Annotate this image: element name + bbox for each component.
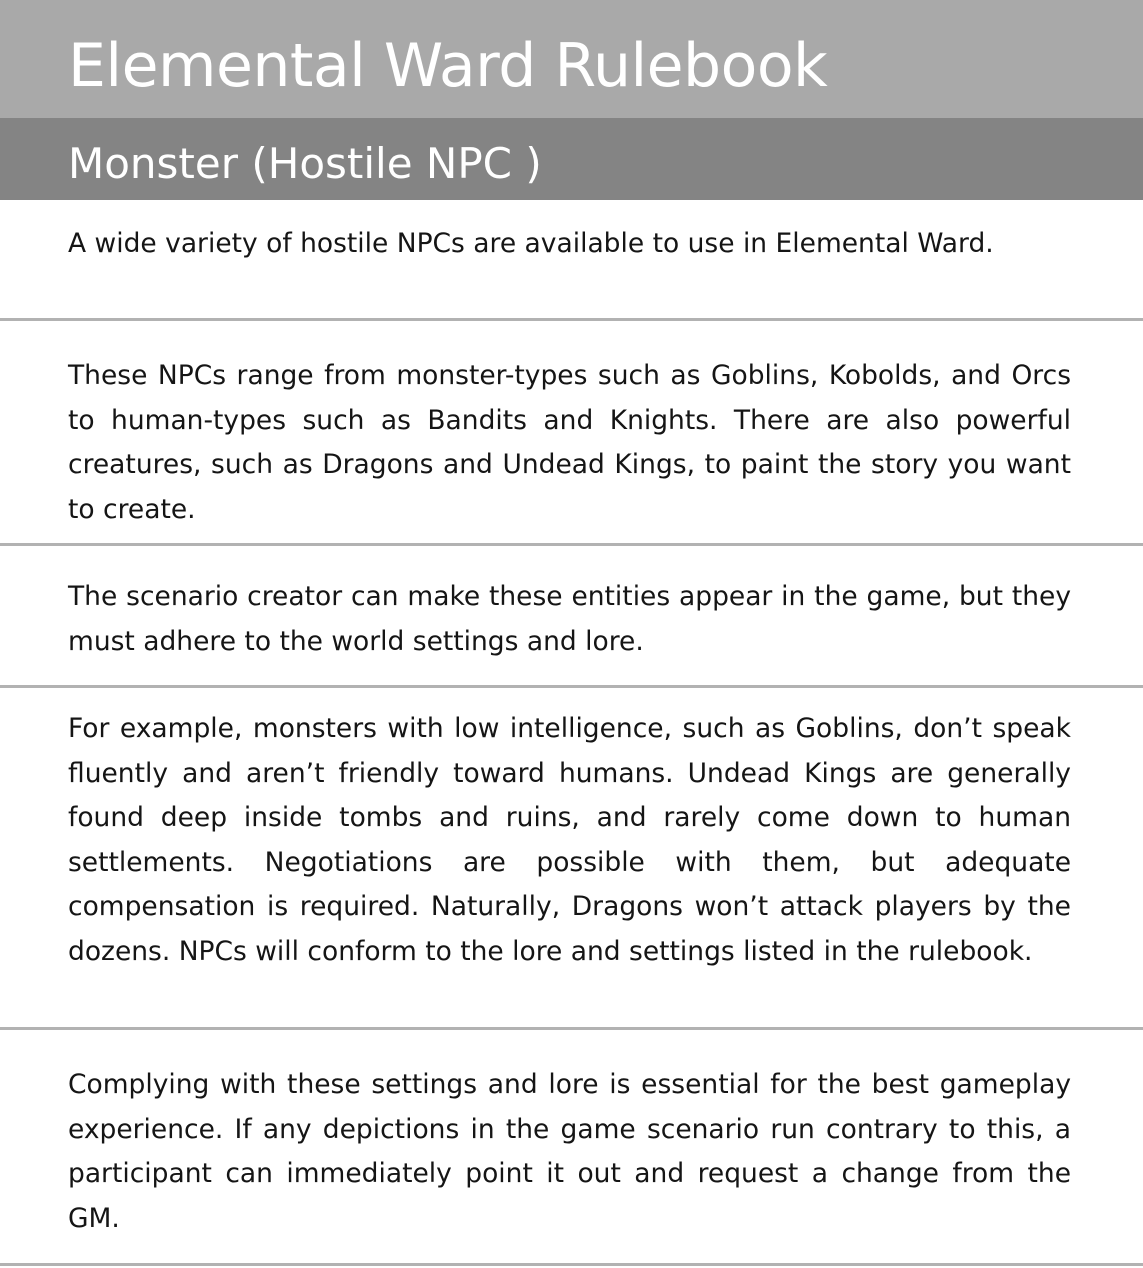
section-header-bar [0, 118, 1143, 200]
divider [0, 318, 1143, 321]
paragraph-npc-range: These NPCs range from monster-types such as Goblins, Kobolds, and Orcs to human-types such as Bandits and Knights. There are also powerful creatures, such as Dragons and Undead Kings, to paint the story you want to create. [68, 360, 1071, 525]
paragraph-examples: For example, monsters with low intelligence, such as Goblins, don’t speak fluently and aren’t friendly toward humans. Undead Kings are generally found deep inside tombs and ruins, and rarely come down to human settlements. Negotiations are possible with them, but adequate compensation is required. Naturally, Dragons won’t attack players by the dozens. NPCs will conform to the lore and settings listed in the rulebook. [68, 713, 1071, 967]
paragraph-compliance: Complying with these settings and lore is essential for the best gameplay experience. If any depictions in the game scenario run contrary to this, a participant can immediately point it out and request a change from the GM. [68, 1069, 1071, 1234]
section-title: Monster (Hostile NPC ) [68, 139, 542, 188]
divider [0, 1263, 1143, 1266]
page-title: Elemental Ward Rulebook [68, 31, 828, 101]
paragraph-scenario-creator: The scenario creator can make these entities appear in the game, but they must adhere to the world settings and lore. [68, 581, 1071, 657]
divider [0, 543, 1143, 546]
paragraph-intro: A wide variety of hostile NPCs are available to use in Elemental Ward. [68, 228, 994, 259]
divider [0, 1027, 1143, 1030]
title-bar [0, 0, 1143, 118]
divider [0, 685, 1143, 688]
